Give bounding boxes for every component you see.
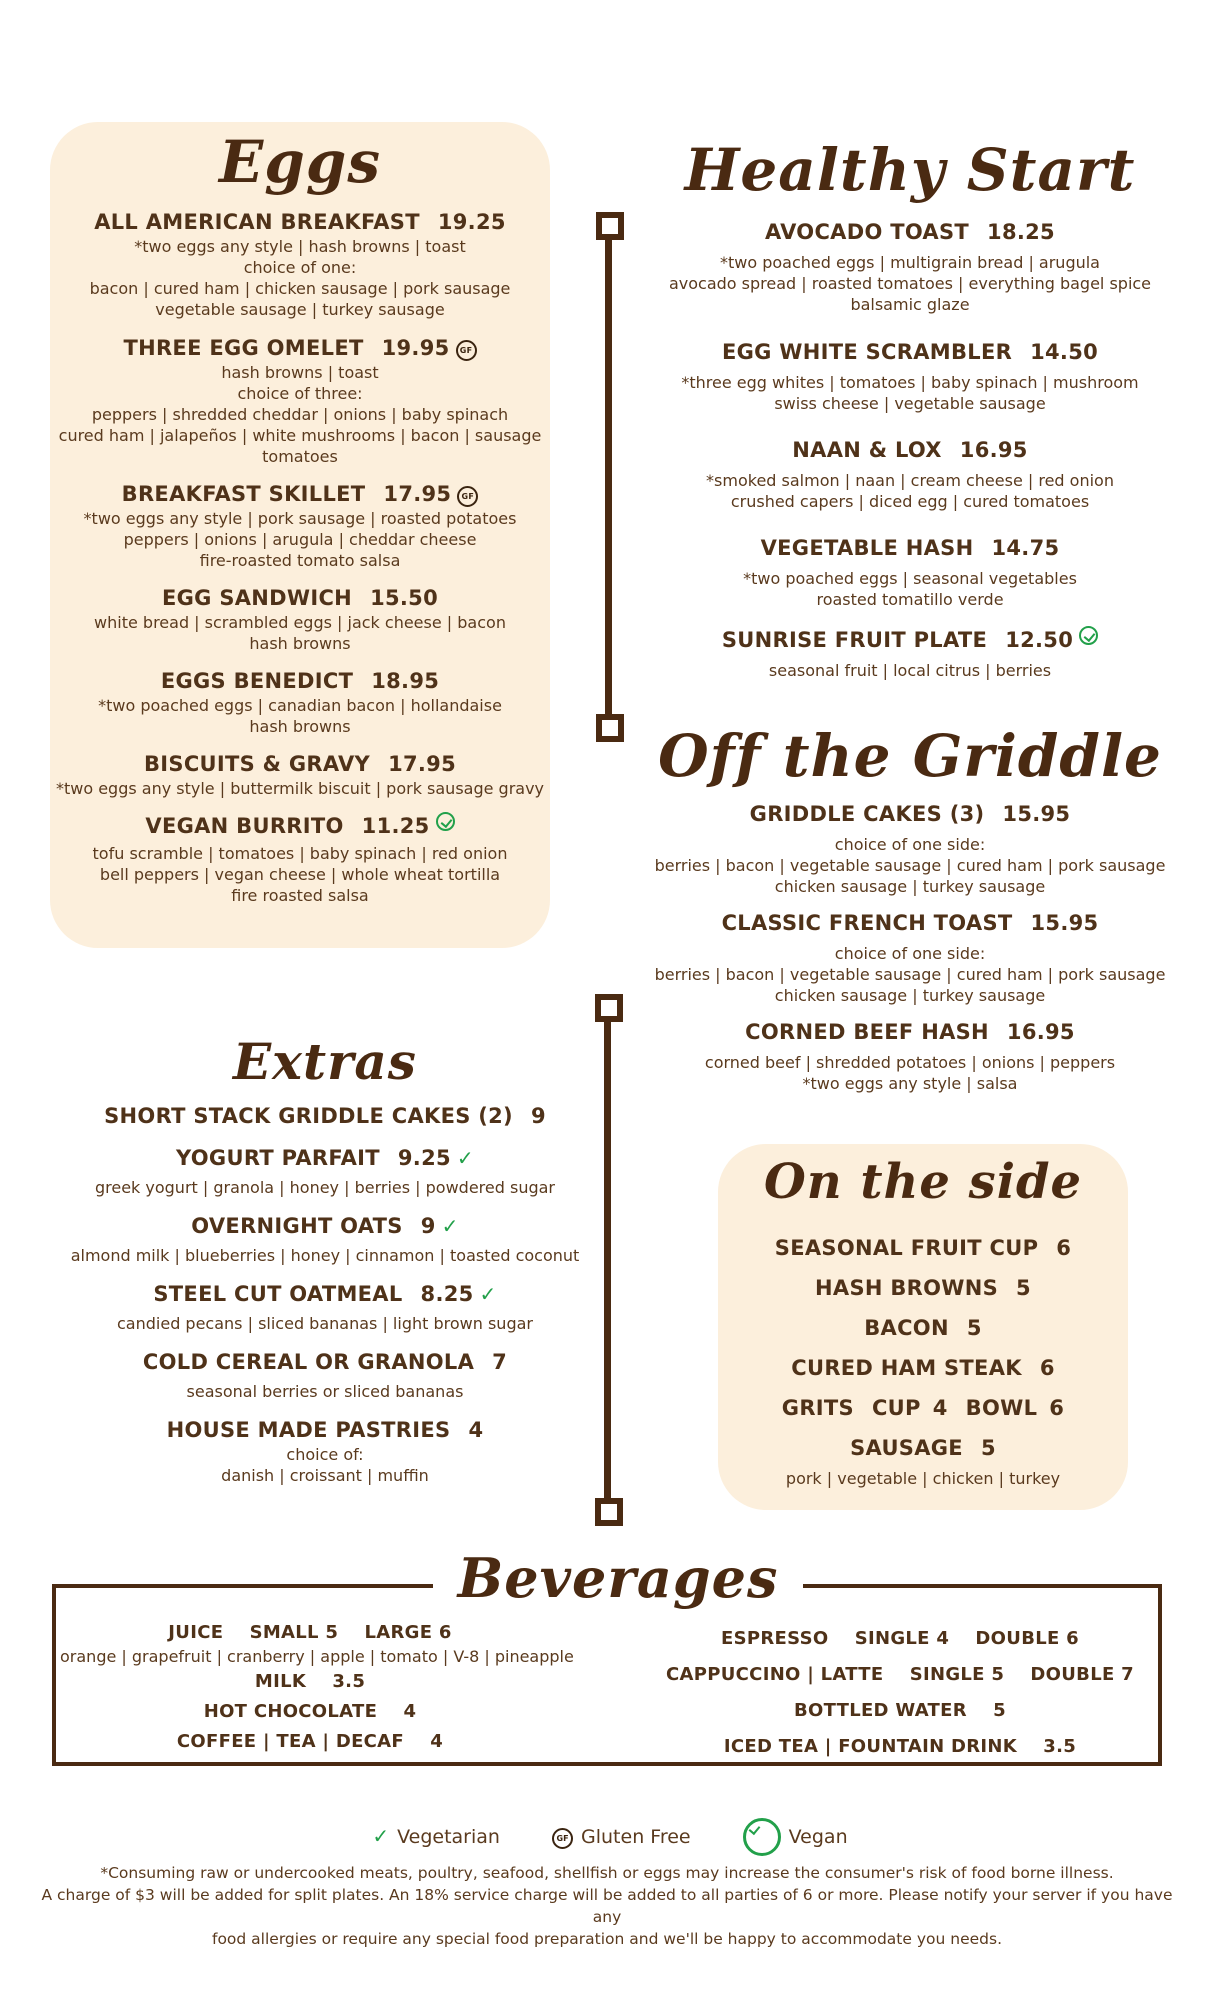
item-desc: almond milk | blueberries | honey | cinnamon | toasted coconut (70, 1246, 580, 1265)
extras-section (60, 1020, 590, 1500)
item-price: 11.25 (361, 814, 430, 838)
legend-vegan (737, 1826, 848, 1848)
item-desc: bell peppers | vegan cheese | whole wheat tortilla (99, 865, 501, 884)
item-desc: avocado spread | roasted tomatoes | everything bagel spice (668, 274, 1152, 293)
item-desc: berries | bacon | vegetable sausage | cured ham | pork sausage (654, 856, 1166, 875)
menu-item (50, 208, 550, 320)
disclaimer-line: A charge of $3 will be added for split plates. An 18% service charge will be added to all parties of 6 or more. Please notify your server if you have any (41, 1886, 1173, 1926)
legend-gluten-free (546, 1826, 691, 1848)
disclaimer-footer (40, 1862, 1174, 1950)
item-name: SHORT STACK GRIDDLE CAKES (2) (104, 1104, 513, 1128)
side-item (718, 1428, 1128, 1468)
bev-item: BOTTLED WATER 5 (794, 1700, 1006, 1721)
bev-item: HOT CHOCOLATE 4 (203, 1701, 417, 1722)
side-item (718, 1268, 1128, 1308)
menu-item (60, 1102, 590, 1130)
item-desc: danish | croissant | muffin (221, 1466, 429, 1485)
item-price: 9 (530, 1104, 546, 1128)
vegetarian-icon: ✓ (441, 1214, 459, 1238)
menu-item (640, 218, 1180, 315)
item-name: THREE EGG OMELET (123, 336, 364, 360)
item-desc: berries | bacon | vegetable sausage | cured ham | pork sausage (654, 965, 1166, 984)
item-desc: choice of one side: (834, 835, 986, 854)
item-desc: seasonal fruit | local citrus | berries (768, 661, 1052, 680)
grits-cup-label: CUP (871, 1396, 921, 1420)
side-item (718, 1388, 1128, 1428)
legend-label: Vegan (788, 1825, 848, 1848)
grits-cup-price: 4 (932, 1396, 948, 1420)
gluten-free-icon: GF (552, 1828, 573, 1849)
item-desc: hash browns (249, 634, 351, 653)
gluten-free-icon: GF (456, 340, 477, 361)
item-name: GRIDDLE CAKES (3) (749, 802, 985, 826)
legend-vegetarian (366, 1823, 500, 1848)
menu-item (640, 626, 1180, 681)
side-item (718, 1308, 1128, 1348)
item-desc: *two eggs any style | pork sausage | roasted potatoes (83, 509, 517, 528)
item-desc: choice of one: (243, 258, 357, 277)
item-price: 6 (1056, 1236, 1072, 1260)
vegetarian-icon: ✓ (479, 1282, 497, 1306)
bev-item: CAPPUCCINO | LATTE SINGLE 5 DOUBLE 7 (666, 1664, 1134, 1685)
item-name: VEGETABLE HASH (760, 536, 974, 560)
item-desc: *two poached eggs | multigrain bread | arugula (720, 253, 1100, 272)
item-desc: chicken sausage | turkey sausage (774, 986, 1046, 1005)
item-name: EGG WHITE SCRAMBLER (721, 340, 1013, 364)
item-desc: candied pecans | sliced bananas | light brown sugar (117, 1314, 533, 1333)
item-desc: *two poached eggs | seasonal vegetables (743, 569, 1077, 588)
item-desc: hash browns (249, 717, 351, 736)
disclaimer-line: *Consuming raw or undercooked meats, poultry, seafood, shellfish or eggs may increase the consumer's risk of food borne illness. (100, 1864, 1114, 1882)
item-price: 6 (1039, 1356, 1055, 1380)
item-desc: vegetable sausage | turkey sausage (155, 300, 445, 319)
beverages-title: Beverages (457, 1546, 779, 1610)
on-the-side-panel (718, 1144, 1128, 1510)
menu-item (50, 584, 550, 654)
item-price: 9 (420, 1214, 436, 1238)
disclaimer-line: food allergies or require any special food preparation and we'll be happy to accommodate you needs. (211, 1930, 1002, 1948)
timeline-node (596, 714, 624, 742)
item-name: GRITS (781, 1396, 854, 1420)
item-name: NAAN & LOX (792, 438, 942, 462)
item-desc: white bread | scrambled eggs | jack cheese | bacon (94, 613, 506, 632)
item-name: BREAKFAST SKILLET (121, 482, 366, 506)
bev-item: ESPRESSO SINGLE 4 DOUBLE 6 (721, 1628, 1079, 1649)
side-note: pork | vegetable | chicken | turkey (785, 1469, 1061, 1488)
item-desc: *two poached eggs | canadian bacon | hollandaise (98, 696, 502, 715)
item-name: OVERNIGHT OATS (191, 1214, 403, 1238)
item-desc: crushed capers | diced egg | cured tomatoes (730, 492, 1090, 511)
menu-item (60, 1212, 590, 1266)
item-name: CLASSIC FRENCH TOAST (721, 911, 1013, 935)
gluten-free-icon: GF (457, 486, 478, 507)
item-name: SAUSAGE (850, 1436, 963, 1460)
vegetarian-icon: ✓ (456, 1146, 474, 1170)
item-desc: seasonal berries or sliced bananas (186, 1382, 464, 1401)
item-price: 12.50 (1005, 628, 1074, 652)
side-item (718, 1228, 1128, 1268)
legend-label: Vegetarian (397, 1825, 500, 1848)
item-desc: *two eggs any style | salsa (802, 1074, 1018, 1093)
menu-item (60, 1348, 590, 1402)
item-name: HOUSE MADE PASTRIES (166, 1418, 451, 1442)
item-price: 14.75 (991, 536, 1060, 560)
item-price: 5 (1016, 1276, 1031, 1300)
item-price: 19.95 (381, 336, 450, 360)
item-price: 5 (966, 1316, 982, 1340)
timeline-divider (605, 232, 612, 722)
item-desc: *smoked salmon | naan | cream cheese | red onion (706, 471, 1114, 490)
menu-item (50, 812, 550, 906)
bev-item: MILK 3.5 (254, 1671, 366, 1692)
item-name: EGGS BENEDICT (160, 669, 354, 693)
item-price: 4 (468, 1418, 484, 1442)
menu-item (60, 1280, 590, 1334)
item-name: HASH BROWNS (815, 1276, 999, 1300)
item-price: 18.95 (371, 669, 440, 693)
item-desc: peppers | onions | arugula | cheddar cheese (123, 530, 477, 549)
item-price: 8.25 (420, 1282, 474, 1306)
item-desc: bacon | cured ham | chicken sausage | pork sausage (89, 279, 511, 298)
item-name: VEGAN BURRITO (145, 814, 344, 838)
item-desc: tofu scramble | tomatoes | baby spinach | red onion (92, 844, 508, 863)
item-name: SUNRISE FRUIT PLATE (721, 628, 988, 652)
item-name: EGG SANDWICH (161, 586, 353, 610)
side-item (718, 1348, 1128, 1388)
item-name: YOGURT PARFAIT (176, 1146, 380, 1170)
item-price: 17.95 (388, 752, 457, 776)
item-price: 16.95 (959, 438, 1028, 462)
item-desc: cured ham | jalapeños | white mushrooms | bacon | sausage (58, 426, 542, 445)
menu-item (640, 800, 1180, 897)
item-desc: swiss cheese | vegetable sausage (774, 394, 1046, 413)
item-desc: choice of one side: (834, 944, 986, 963)
timeline-node (595, 994, 623, 1022)
menu-item (50, 667, 550, 737)
bev-desc: orange | grapefruit | cranberry | apple | tomato | V-8 | pineapple (60, 1647, 574, 1666)
healthy-start-section (640, 0, 1180, 700)
item-name: BACON (864, 1316, 949, 1340)
item-price: 15.50 (370, 586, 438, 610)
healthy-start-title: Healthy Start (684, 136, 1136, 204)
vegan-icon (1079, 626, 1098, 645)
item-price: 17.95 (383, 482, 452, 506)
extras-title: Extras (233, 1032, 417, 1091)
item-price: 14.50 (1030, 340, 1099, 364)
item-desc: hash browns | toast (221, 363, 379, 382)
item-desc: balsamic glaze (850, 295, 970, 314)
eggs-panel (50, 122, 550, 948)
item-price: 16.95 (1006, 1020, 1075, 1044)
menu-item (640, 436, 1180, 512)
item-name: STEEL CUT OATMEAL (153, 1282, 403, 1306)
timeline-node (596, 212, 624, 240)
item-price: 18.25 (987, 220, 1055, 244)
menu-item (50, 334, 550, 467)
bev-item: JUICE SMALL 5 LARGE 6 (168, 1622, 452, 1643)
item-desc: fire roasted salsa (231, 886, 369, 905)
vegetarian-icon: ✓ (372, 1823, 390, 1848)
vegan-icon (436, 812, 455, 831)
griddle-title: Off the Griddle (658, 722, 1162, 790)
menu-item (640, 1018, 1180, 1094)
grits-bowl-label: BOWL (965, 1396, 1038, 1420)
item-price: 5 (980, 1436, 996, 1460)
item-desc: *three egg whites | tomatoes | baby spinach | mushroom (681, 373, 1139, 392)
menu-item (640, 909, 1180, 1006)
item-name: CURED HAM STEAK (791, 1356, 1022, 1380)
item-name: SEASONAL FRUIT CUP (774, 1236, 1039, 1260)
eggs-title: Eggs (219, 128, 381, 196)
bev-item: ICED TEA | FOUNTAIN DRINK 3.5 (723, 1736, 1077, 1757)
menu-item (640, 338, 1180, 414)
item-name: COLD CEREAL OR GRANOLA (142, 1350, 475, 1374)
menu-item (50, 750, 550, 799)
on-the-side-title: On the side (763, 1154, 1083, 1210)
item-desc: chicken sausage | turkey sausage (774, 877, 1046, 896)
menu-item (60, 1416, 590, 1486)
item-price: 15.95 (1030, 911, 1099, 935)
dietary-legend (0, 1818, 1214, 1856)
item-desc: choice of: (286, 1445, 364, 1464)
bev-item: COFFEE | TEA | DECAF 4 (176, 1731, 444, 1752)
item-name: ALL AMERICAN BREAKFAST (94, 210, 420, 234)
item-desc: corned beef | shredded potatoes | onions | peppers (704, 1053, 1116, 1072)
item-desc: *two eggs any style | buttermilk biscuit | pork sausage gravy (55, 779, 545, 798)
item-desc: greek yogurt | granola | honey | berries | powdered sugar (94, 1178, 556, 1197)
menu-item (50, 480, 550, 571)
item-desc: *two eggs any style | hash browns | toast (134, 237, 466, 256)
item-name: BISCUITS & GRAVY (143, 752, 371, 776)
item-desc: roasted tomatillo verde (816, 590, 1004, 609)
item-price: 7 (492, 1350, 508, 1374)
vegan-icon (743, 1818, 781, 1856)
timeline-divider (604, 1018, 611, 1508)
item-price: 15.95 (1002, 802, 1071, 826)
beverages-right (650, 1621, 1150, 1765)
item-price: 19.25 (437, 210, 506, 234)
item-name: AVOCADO TOAST (765, 220, 970, 244)
item-price: 9.25 (397, 1146, 451, 1170)
beverages-left (60, 1620, 574, 1757)
item-desc: tomatoes (262, 447, 338, 466)
timeline-node (595, 1498, 623, 1526)
item-desc: fire-roasted tomato salsa (199, 551, 401, 570)
menu-item (60, 1144, 590, 1198)
item-name: CORNED BEEF HASH (745, 1020, 989, 1044)
item-desc: peppers | shredded cheddar | onions | baby spinach (91, 405, 509, 424)
menu-item (640, 534, 1180, 610)
item-desc: choice of three: (237, 384, 363, 403)
side-list (718, 1228, 1128, 1489)
legend-label: Gluten Free (581, 1825, 691, 1848)
griddle-section (640, 700, 1180, 1100)
grits-bowl-price: 6 (1049, 1396, 1065, 1420)
